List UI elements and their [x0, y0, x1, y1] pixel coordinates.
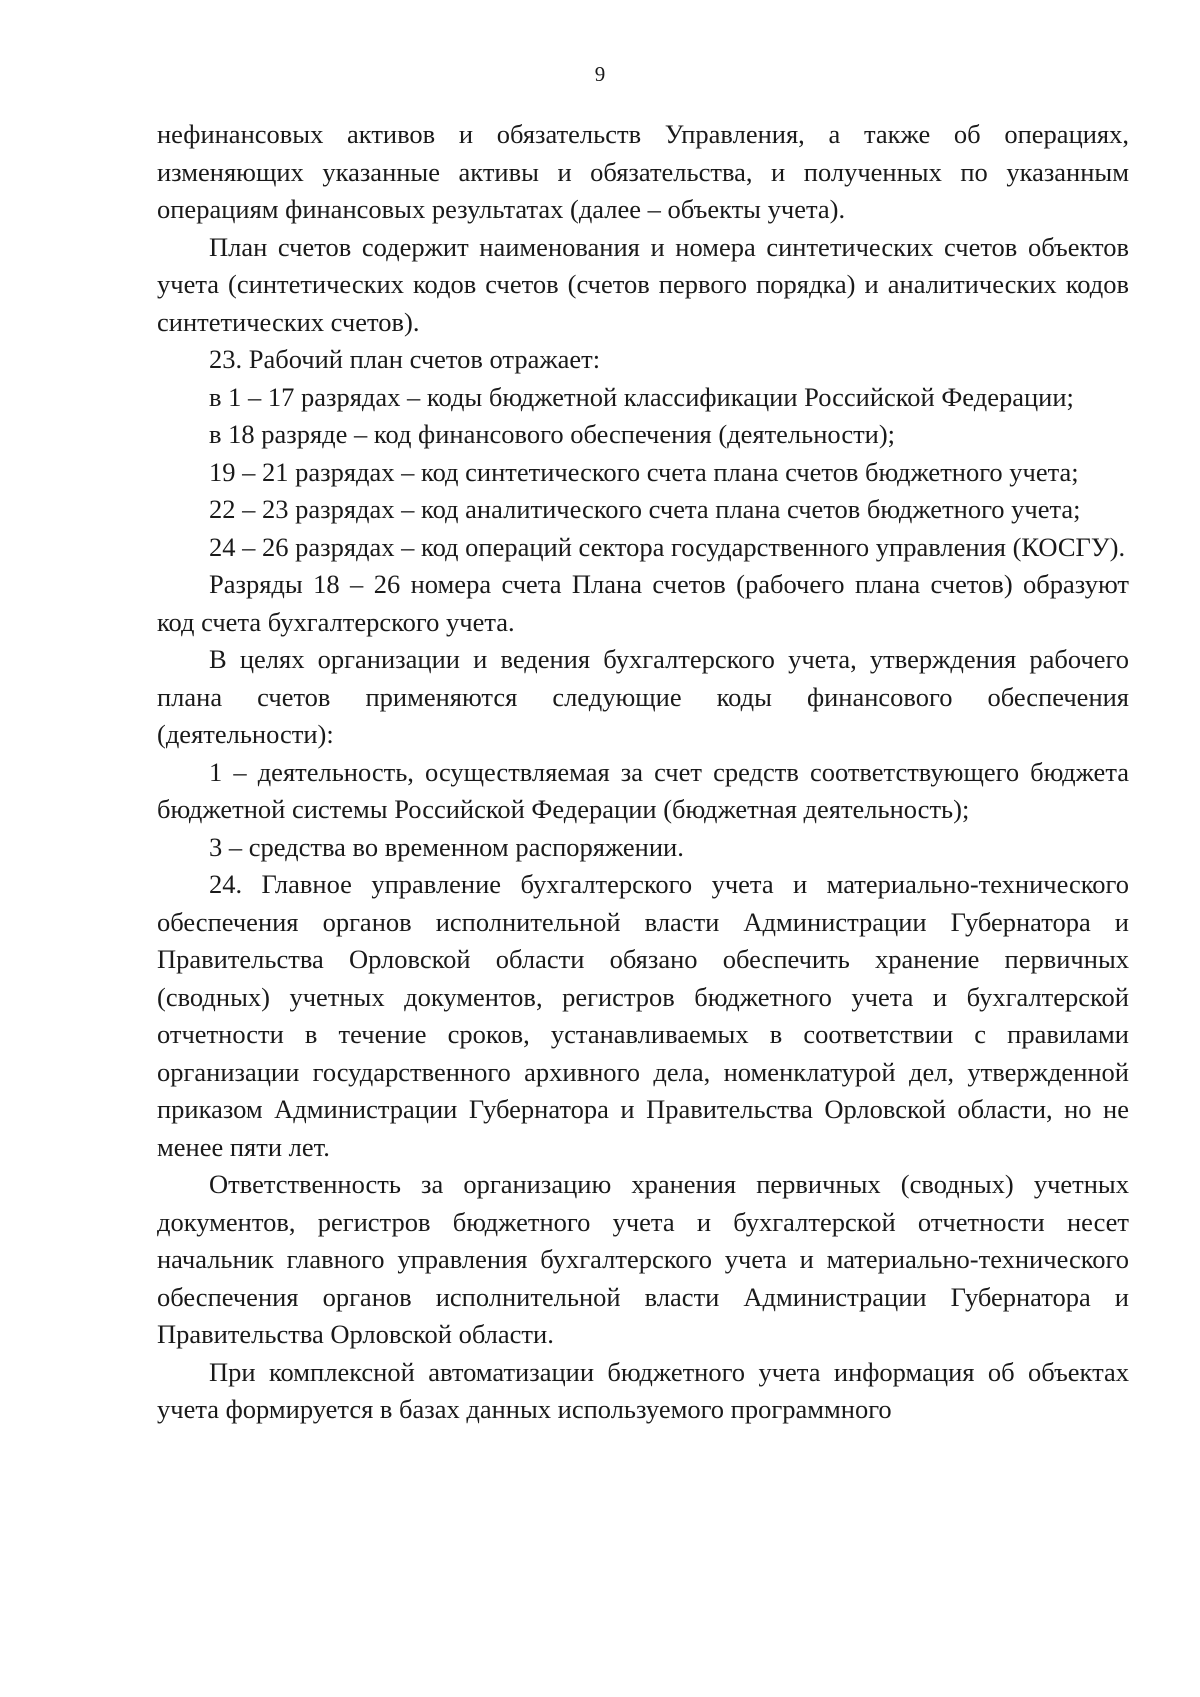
paragraph-digits-24-26: 24 – 26 разрядах – код операций сектора государственного управления (КОСГУ).: [209, 531, 1126, 562]
paragraph-chart-of-accounts: План счетов содержит наименования и номера синтетических счетов объектов учета (синтетических кодов счетов (счетов первого порядка) и аналитических кодов синтетических счетов).: [157, 231, 1129, 337]
paragraph-item-23: 23. Рабочий план счетов отражает:: [209, 344, 601, 374]
paragraph-digits-18-26: Разряды 18 – 26 номера счета Плана счетов (рабочего плана счетов) образуют код счета бухгалтерского учета.: [157, 569, 1129, 637]
paragraph-digits-1-17: в 1 – 17 разрядах – коды бюджетной классификации Российской Федерации;: [209, 381, 1074, 412]
paragraph-digits-19-21: 19 – 21 разрядах – код синтетического счета плана счетов бюджетного учета;: [209, 456, 1079, 487]
paragraph-item-24: 24. Главное управление бухгалтерского учета и материально-технического обеспечения органов исполнительной власти Администрации Губернатора и Правительства Орловской области обязано обеспечить хранение первичных (сводных) учетных документов, регистров бюджетного учета и бухгалтерской отчетности в течение сроков, устанавливаемых в соответствии с правилами организации государственного архивного дела, номенклатурой дел, утвержденной приказом Администрации Губернатора и Правительства Орловской области, но не менее пяти лет.: [157, 869, 1129, 1162]
paragraph-digits-22-23: 22 – 23 разрядах – код аналитического счета плана счетов бюджетного учета;: [209, 494, 1081, 524]
page-number: 9: [594, 62, 606, 86]
paragraph-digit-18: в 18 разряде – код финансового обеспечения (деятельности);: [209, 419, 896, 449]
paragraph-code-3: 3 – средства во временном распоряжении.: [209, 831, 684, 862]
paragraph-continuation: нефинансовых активов и обязательств Управления, а также об операциях, изменяющих указанные активы и обязательства, и полученных по указанным операциям финансовых результатах (далее – объекты учета).: [157, 119, 1129, 224]
paragraph-automation: При комплексной автоматизации бюджетного учета информация об объектах учета формируется в базах данных используемого программного: [157, 1356, 1129, 1424]
document-body: [157, 116, 1129, 1429]
paragraph-code-1: 1 – деятельность, осуществляемая за счет средств соответствующего бюджета бюджетной системы Российской Федерации (бюджетная деятельность);: [157, 756, 1129, 824]
paragraph-financing-codes: В целях организации и ведения бухгалтерского учета, утверждения рабочего плана счетов применяются следующие коды финансового обеспечения (деятельности):: [157, 644, 1129, 749]
paragraph-responsibility: Ответственность за организацию хранения первичных (сводных) учетных документов, регистров бюджетного учета и бухгалтерской отчетности несет начальник главного управления бухгалтерского учета и материально-технического обеспечения органов исполнительной власти Администрации Губернатора и Правительства Орловской области.: [157, 1169, 1129, 1349]
